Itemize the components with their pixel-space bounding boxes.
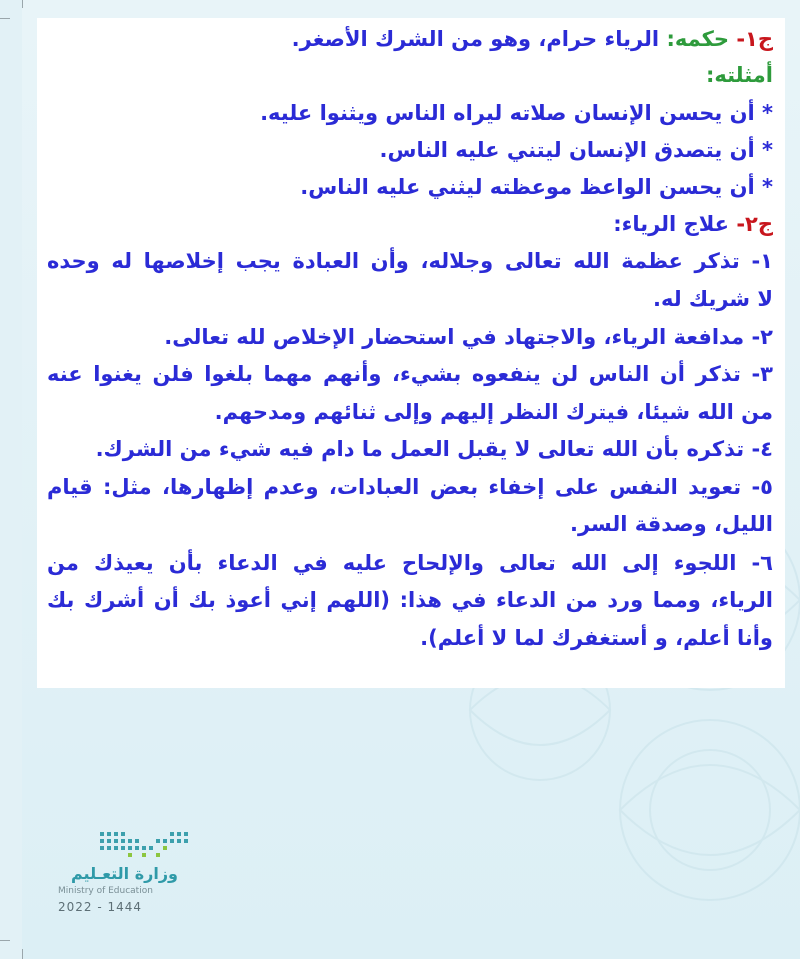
answer1-text: الرياء حرام، وهو من الشرك الأصغر. (291, 27, 660, 51)
answer2-line (47, 209, 773, 239)
crop-mark (0, 18, 10, 19)
crop-mark (22, 949, 23, 959)
crop-mark (22, 0, 23, 8)
logo-year: 2022 - 1444 (58, 900, 143, 914)
answer2-heading: علاج الرياء: (613, 212, 729, 236)
answer-content (37, 18, 785, 688)
crop-mark (0, 940, 10, 941)
treatment-line: ٣- تذكر أن الناس لن ينفعوه بشيء، وأنهم مهما بلغوا فلن يغنوا عنه (47, 362, 773, 386)
example-item: * أن يتصدق الإنسان ليتني عليه الناس. (379, 138, 773, 162)
example-item: * أن يحسن الواعظ موعظته ليثني عليه الناس. (300, 175, 773, 199)
answer1-line (47, 24, 773, 54)
treatment-line: ١- تذكر عظمة الله تعالى وجلاله، وأن العبادة يجب إخلاصها له وحده (47, 249, 773, 273)
logo-dots-icon (98, 828, 190, 860)
answer1-term: حكمه: (666, 27, 729, 51)
examples-heading: أمثلته: (705, 63, 773, 87)
answer1-prefix: ج١- (736, 27, 773, 51)
treatment-line: الليل، وصدقة السر. (569, 512, 773, 536)
logo-english-text: Ministry of Education (58, 886, 153, 896)
ministry-logo (58, 828, 198, 918)
treatment-line: ٥- تعويد النفس على إخفاء بعض العبادات، وعدم إظهارها، مثل: قيام (47, 475, 773, 499)
treatment-line: لا شريك له. (652, 287, 773, 311)
treatment-line: ٦- اللجوء إلى الله تعالى والإلحاح عليه في الدعاء بأن يعيذك من (47, 551, 773, 575)
treatment-line: ٢- مدافعة الرياء، والاجتهاد في استحضار الإخلاص لله تعالى. (164, 325, 773, 349)
treatment-line: من الله شيئا، فيترك النظر إليهم وإلى ثنائهم ومدحهم. (214, 400, 773, 424)
treatment-line: ٤- تذكره بأن الله تعالى لا يقبل العمل ما دام فيه شيء من الشرك. (95, 437, 773, 461)
example-item: * أن يحسن الإنسان صلاته ليراه الناس ويثنوا عليه. (260, 101, 773, 125)
logo-arabic-text: وزارة التعـليم (71, 864, 178, 883)
treatment-line: وأنا أعلم، و أستغفرك لما لا أعلم). (420, 626, 773, 650)
answer2-prefix: ج٢- (736, 212, 773, 236)
treatment-line: الرياء، ومما ورد من الدعاء في هذا: (اللهم إني أعوذ بك أن أشرك بك (47, 588, 773, 612)
